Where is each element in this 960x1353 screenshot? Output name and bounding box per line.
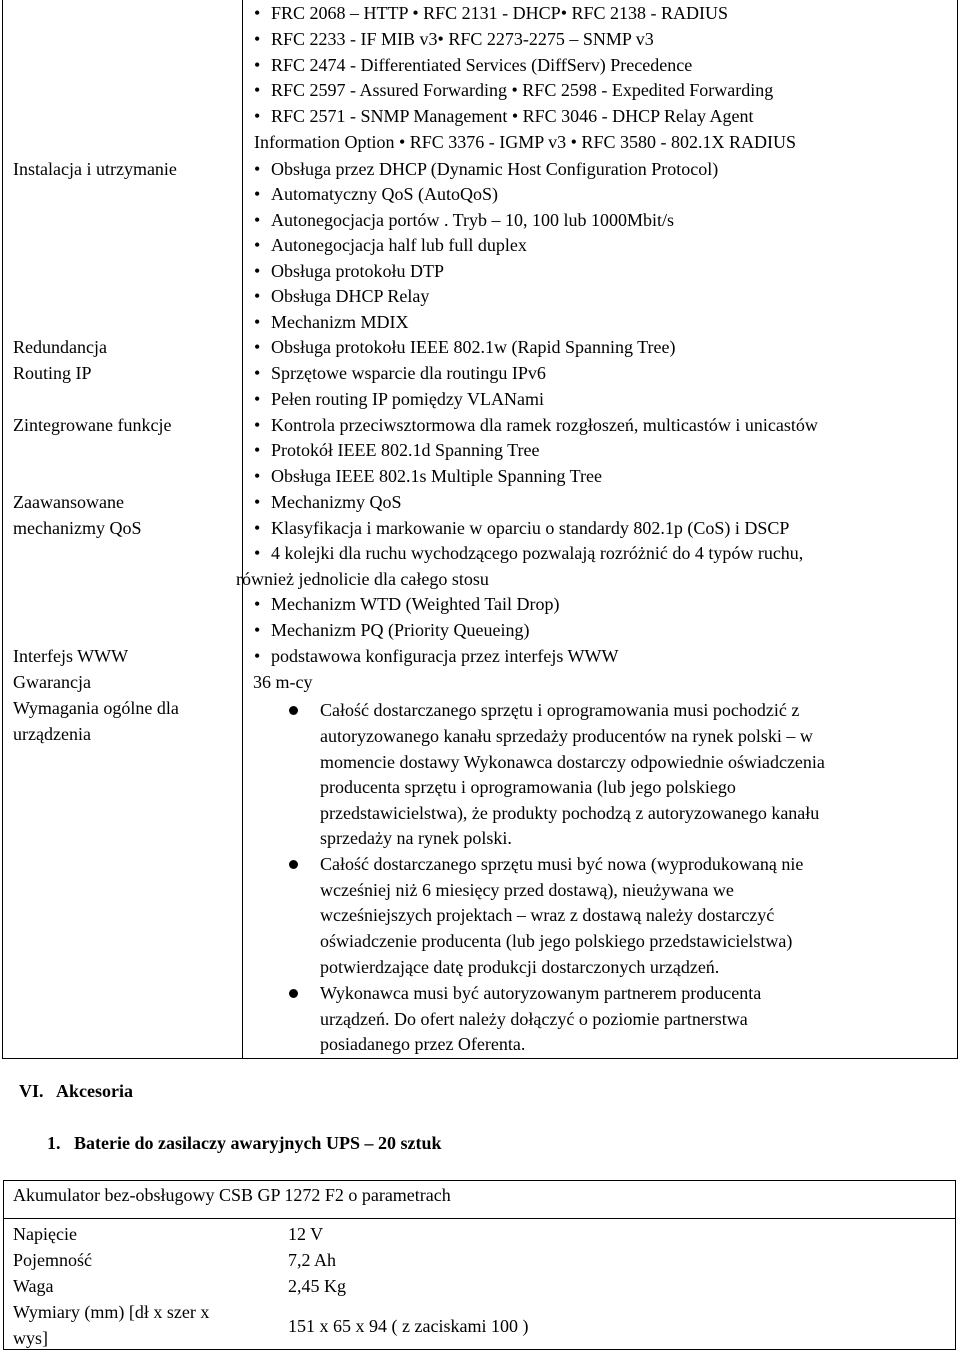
subsection-heading	[47, 1133, 441, 1154]
list-item	[254, 644, 619, 670]
list-item	[254, 618, 529, 644]
bullet-icon	[254, 78, 271, 104]
label-instalacja: Instalacja i utrzymanie	[13, 159, 177, 179]
requirement-line: wcześniejszych projektach – wraz z dostawą należy dostarczyć	[320, 905, 775, 925]
item-text: Pełen routing IP pomiędzy VLANami	[271, 389, 544, 409]
requirement-line: posiadanego przez Oferenta.	[320, 1034, 526, 1054]
requirement-line: przedstawicielstwa), że produkty pochodzą z autoryzowanego kanału	[320, 803, 820, 823]
label-routing-ip: Routing IP	[13, 363, 92, 383]
list-item	[254, 361, 546, 387]
section-heading	[19, 1081, 133, 1102]
requirement-line: urządzeń. Do ofert należy dołączyć o poziomie partnerstwa	[320, 1009, 748, 1029]
item-text: Autonegocjacja half lub full duplex	[271, 235, 527, 255]
item-text: Obsługa przez DHCP (Dynamic Host Configuration Protocol)	[271, 159, 719, 179]
rfc-line	[254, 78, 773, 104]
rfc-line	[254, 27, 654, 53]
rfc-text: Information Option • RFC 3376 - IGMP v3 • RFC 3580 - 802.1X RADIUS	[254, 132, 796, 152]
label-gwarancja: Gwarancja	[13, 672, 91, 692]
list-item	[254, 208, 674, 234]
list-item	[254, 259, 444, 285]
bullet-icon	[254, 541, 271, 567]
list-item	[254, 413, 818, 439]
rfc-line	[254, 104, 753, 130]
item-text: Obsługa protokołu IEEE 802.1w (Rapid Spanning Tree)	[271, 337, 676, 357]
row-value: 7,2 Ah	[288, 1250, 337, 1270]
label-wymagania-line1: Wymagania ogólne dla	[13, 698, 179, 718]
row-value: 2,45 Kg	[288, 1276, 346, 1296]
list-item	[254, 541, 803, 567]
bullet-icon	[254, 464, 271, 490]
bullet-icon	[254, 208, 271, 234]
requirement-line: potwierdzające datę produkcji dostarczonych urządzeń.	[320, 957, 720, 977]
list-item	[254, 157, 718, 183]
item-text: Mechanizm WTD (Weighted Tail Drop)	[271, 594, 560, 614]
requirement-line: Całość dostarczanego sprzętu musi być nowa (wyprodukowaną nie	[320, 854, 804, 874]
requirement-line: Wykonawca musi być autoryzowanym partnerem producenta	[320, 983, 762, 1003]
label-qos-line1: Zaawansowane	[13, 492, 124, 512]
row-value: 151 x 65 x 94 ( z zaciskami 100 )	[288, 1316, 529, 1336]
label-column	[2, 0, 243, 1059]
row-key-continuation: wys]	[13, 1328, 48, 1348]
item-text: Kontrola przeciwsztormowa dla ramek rozgłoszeń, multicastów i unicastów	[271, 415, 818, 435]
row-key: Pojemność	[13, 1250, 92, 1270]
bullet-icon	[254, 490, 271, 516]
item-text: Obsługa protokołu DTP	[271, 261, 444, 281]
bullet-icon	[254, 27, 271, 53]
section-title: Akcesoria	[56, 1081, 134, 1101]
bullet-icon	[254, 516, 271, 542]
bullet-icon	[254, 387, 271, 413]
bullet-icon	[254, 618, 271, 644]
bullet-icon	[254, 157, 271, 183]
row-key: Waga	[13, 1276, 54, 1296]
requirement-line: wcześniej niż 6 miesięcy przed dostawą), nieużywana we	[320, 880, 734, 900]
row-key: Napięcie	[13, 1224, 77, 1244]
item-text: Mechanizm PQ (Priority Queueing)	[271, 620, 530, 640]
bullet-icon	[289, 706, 298, 715]
item-text: 4 kolejki dla ruchu wychodzącego pozwalają rozróżnić do 4 typów ruchu,	[271, 543, 804, 563]
label-interfejs-www: Interfejs WWW	[13, 646, 129, 666]
value-column	[236, 0, 958, 1059]
list-item	[254, 438, 540, 464]
list-item	[254, 490, 401, 516]
list-item	[254, 516, 789, 542]
list-item	[254, 310, 408, 336]
bullet-icon	[254, 361, 271, 387]
item-text: Klasyfikacja i markowanie w oparciu o standardy 802.1p (CoS) i DSCP	[271, 518, 790, 538]
label-qos-line2: mechanizmy QoS	[13, 518, 142, 538]
list-item	[254, 233, 527, 259]
bullet-icon	[254, 592, 271, 618]
rfc-line	[254, 53, 692, 79]
item-text: Mechanizm MDIX	[271, 312, 409, 332]
row-key: Wymiary (mm) [dł x szer x	[13, 1302, 210, 1322]
table-divider	[4, 1218, 955, 1219]
rfc-text: RFC 2233 - IF MIB v3• RFC 2273-2275 – SNMP v3	[271, 29, 654, 49]
rfc-text: FRC 2068 – HTTP • RFC 2131 - DHCP• RFC 2138 - RADIUS	[271, 3, 729, 23]
subsection-title: Baterie do zasilaczy awaryjnych UPS – 20 sztuk	[74, 1133, 442, 1153]
list-item	[254, 284, 429, 310]
section-number: VI.	[19, 1081, 44, 1101]
bullet-icon	[289, 989, 298, 998]
bullet-icon	[254, 644, 271, 670]
battery-title: Akumulator bez-obsługowy CSB GP 1272 F2 o parametrach	[13, 1185, 451, 1205]
battery-table	[3, 1180, 956, 1350]
label-wymagania-line2: urządzenia	[13, 724, 91, 744]
item-text: Obsługa IEEE 802.1s Multiple Spanning Tree	[271, 466, 602, 486]
gwarancja-value: 36 m-cy	[253, 672, 313, 692]
bullet-icon	[254, 413, 271, 439]
requirement-line: oświadczenie producenta (lub jego polskiego przedstawicielstwa)	[320, 931, 793, 951]
subsection-number: 1.	[47, 1133, 61, 1153]
list-item	[254, 335, 675, 361]
rfc-text: RFC 2597 - Assured Forwarding • RFC 2598 - Expedited Forwarding	[271, 80, 774, 100]
rfc-line	[254, 130, 796, 156]
bullet-icon	[254, 182, 271, 208]
bullet-icon	[254, 335, 271, 361]
item-text: Automatyczny QoS (AutoQoS)	[271, 184, 498, 204]
item-text: podstawowa konfiguracja przez interfejs WWW	[271, 646, 619, 666]
list-item	[254, 464, 602, 490]
item-text: Sprzętowe wsparcie dla routingu IPv6	[271, 363, 546, 383]
requirement-line: momencie dostawy Wykonawca dostarczy odpowiednie oświadczenia	[320, 752, 825, 772]
bullet-icon	[254, 284, 271, 310]
item-text: Autonegocjacja portów . Tryb – 10, 100 lub 1000Mbit/s	[271, 210, 674, 230]
requirement-line: producenta sprzętu i oprogramowania (lub jego polskiego	[320, 777, 736, 797]
bullet-icon	[254, 438, 271, 464]
rfc-text: RFC 2474 - Differentiated Services (DiffServ) Precedence	[271, 55, 693, 75]
bullet-icon	[254, 104, 271, 130]
rfc-line	[254, 1, 728, 27]
bullet-icon	[254, 233, 271, 259]
bullet-icon	[254, 310, 271, 336]
rfc-text: RFC 2571 - SNMP Management • RFC 3046 - DHCP Relay Agent	[271, 106, 754, 126]
requirement-line: Całość dostarczanego sprzętu i oprogramowania musi pochodzić z	[320, 700, 800, 720]
item-text: Protokół IEEE 802.1d Spanning Tree	[271, 440, 540, 460]
list-item	[254, 387, 544, 413]
bullet-icon	[254, 53, 271, 79]
label-redundancja: Redundancja	[13, 337, 107, 357]
requirement-line: autoryzowanego kanału sprzedaży producentów na rynek polski – w	[320, 726, 813, 746]
list-item-continuation: również jednolicie dla całego stosu	[236, 569, 489, 589]
list-item	[254, 592, 560, 618]
row-value: 12 V	[288, 1224, 324, 1244]
bullet-icon	[254, 259, 271, 285]
label-zintegrowane-funkcje: Zintegrowane funkcje	[13, 415, 172, 435]
item-text: Obsługa DHCP Relay	[271, 286, 430, 306]
bullet-icon	[254, 1, 271, 27]
bullet-icon	[289, 860, 298, 869]
list-item	[254, 182, 498, 208]
item-text: Mechanizmy QoS	[271, 492, 402, 512]
requirement-line: sprzedaży na rynek polski.	[320, 828, 512, 848]
